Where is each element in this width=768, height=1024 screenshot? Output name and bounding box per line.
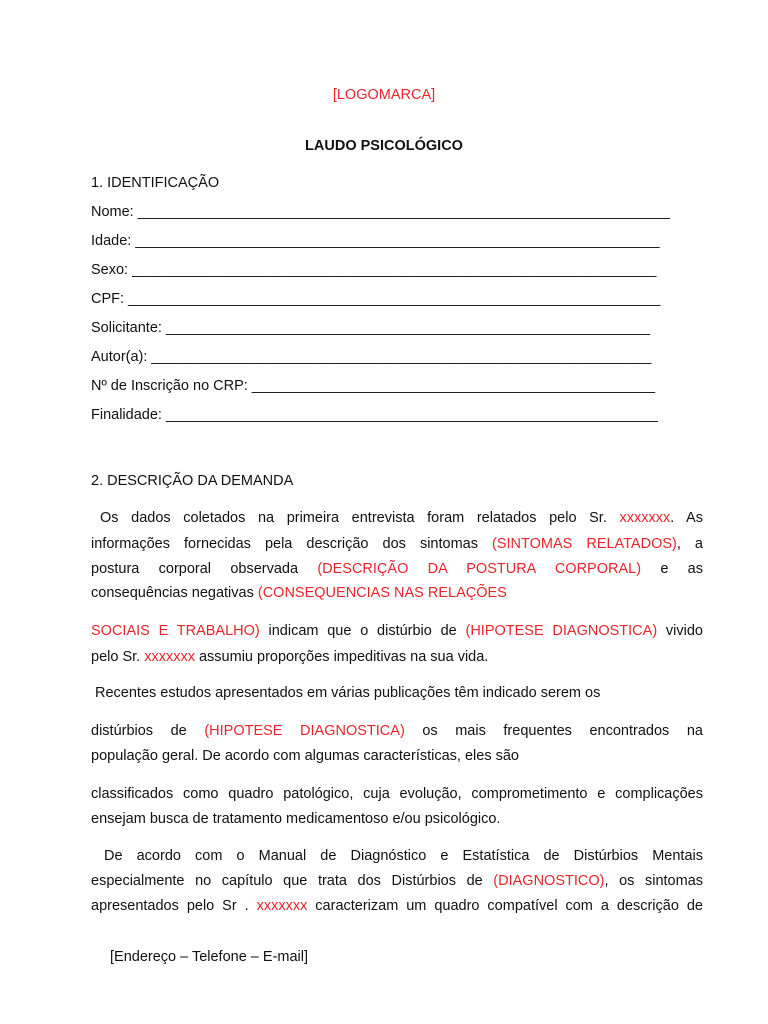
field-crp: Nº de Inscrição no CRP: __________________________________________________ <box>91 378 656 394</box>
paragraph-line: De acordo com o Manual de Diagnóstico e Estatística de Distúrbios Mentais <box>104 848 703 864</box>
field-finalidade: Finalidade: _____________________________________________________________ <box>91 407 658 423</box>
footer-contact: [Endereço – Telefone – E-mail] <box>110 949 309 965</box>
field-cpf: CPF: __________________________________________________________________ <box>91 291 661 307</box>
section-heading-identificacao: 1. IDENTIFICAÇÃO <box>91 175 220 191</box>
section-heading-demanda: 2. DESCRIÇÃO DA DEMANDA <box>91 473 294 489</box>
paragraph-line: consequências negativas (CONSEQUENCIAS NAS RELAÇÕES <box>91 585 507 601</box>
paragraph-line: Recentes estudos apresentados em várias publicações têm indicado serem os <box>95 685 601 701</box>
paragraph-line: população geral. De acordo com algumas características, eles são <box>91 748 519 764</box>
logo-placeholder: [LOGOMARCA] <box>332 87 436 103</box>
paragraph-line: informações fornecidas pela descrição dos sintomas (SINTOMAS RELATADOS), a <box>91 536 703 552</box>
paragraph-line: ensejam busca de tratamento medicamentoso e/ou psicológico. <box>91 811 501 827</box>
field-sexo: Sexo: _________________________________________________________________ <box>91 262 657 278</box>
field-idade: Idade: _________________________________________________________________ <box>91 233 660 249</box>
paragraph-line: postura corporal observada (DESCRIÇÃO DA POSTURA CORPORAL) e as <box>91 561 703 577</box>
paragraph-line: pelo Sr. xxxxxxx assumiu proporções impeditivas na sua vida. <box>91 649 489 665</box>
paragraph-line: especialmente no capítulo que trata dos Distúrbios de (DIAGNOSTICO), os sintomas <box>91 873 704 889</box>
paragraph-line: distúrbios de (HIPOTESE DIAGNOSTICA) os mais frequentes encontrados na <box>91 723 703 739</box>
field-solicitante: Solicitante: ____________________________________________________________ <box>91 320 650 336</box>
field-autor: Autor(a): ______________________________________________________________ <box>91 349 652 365</box>
document-title: LAUDO PSICOLÓGICO <box>305 138 463 154</box>
paragraph-line: apresentados pelo Sr . xxxxxxx caracterizam um quadro compatível com a descrição de <box>91 898 703 914</box>
field-nome: Nome: __________________________________________________________________ <box>91 204 670 220</box>
paragraph-line: classificados como quadro patológico, cuja evolução, comprometimento e complicações <box>91 786 703 802</box>
paragraph-line: Os dados coletados na primeira entrevista foram relatados pelo Sr. xxxxxxx. As <box>100 510 703 526</box>
paragraph-line: SOCIAIS E TRABALHO) indicam que o distúrbio de (HIPOTESE DIAGNOSTICA) vivido <box>91 623 703 639</box>
